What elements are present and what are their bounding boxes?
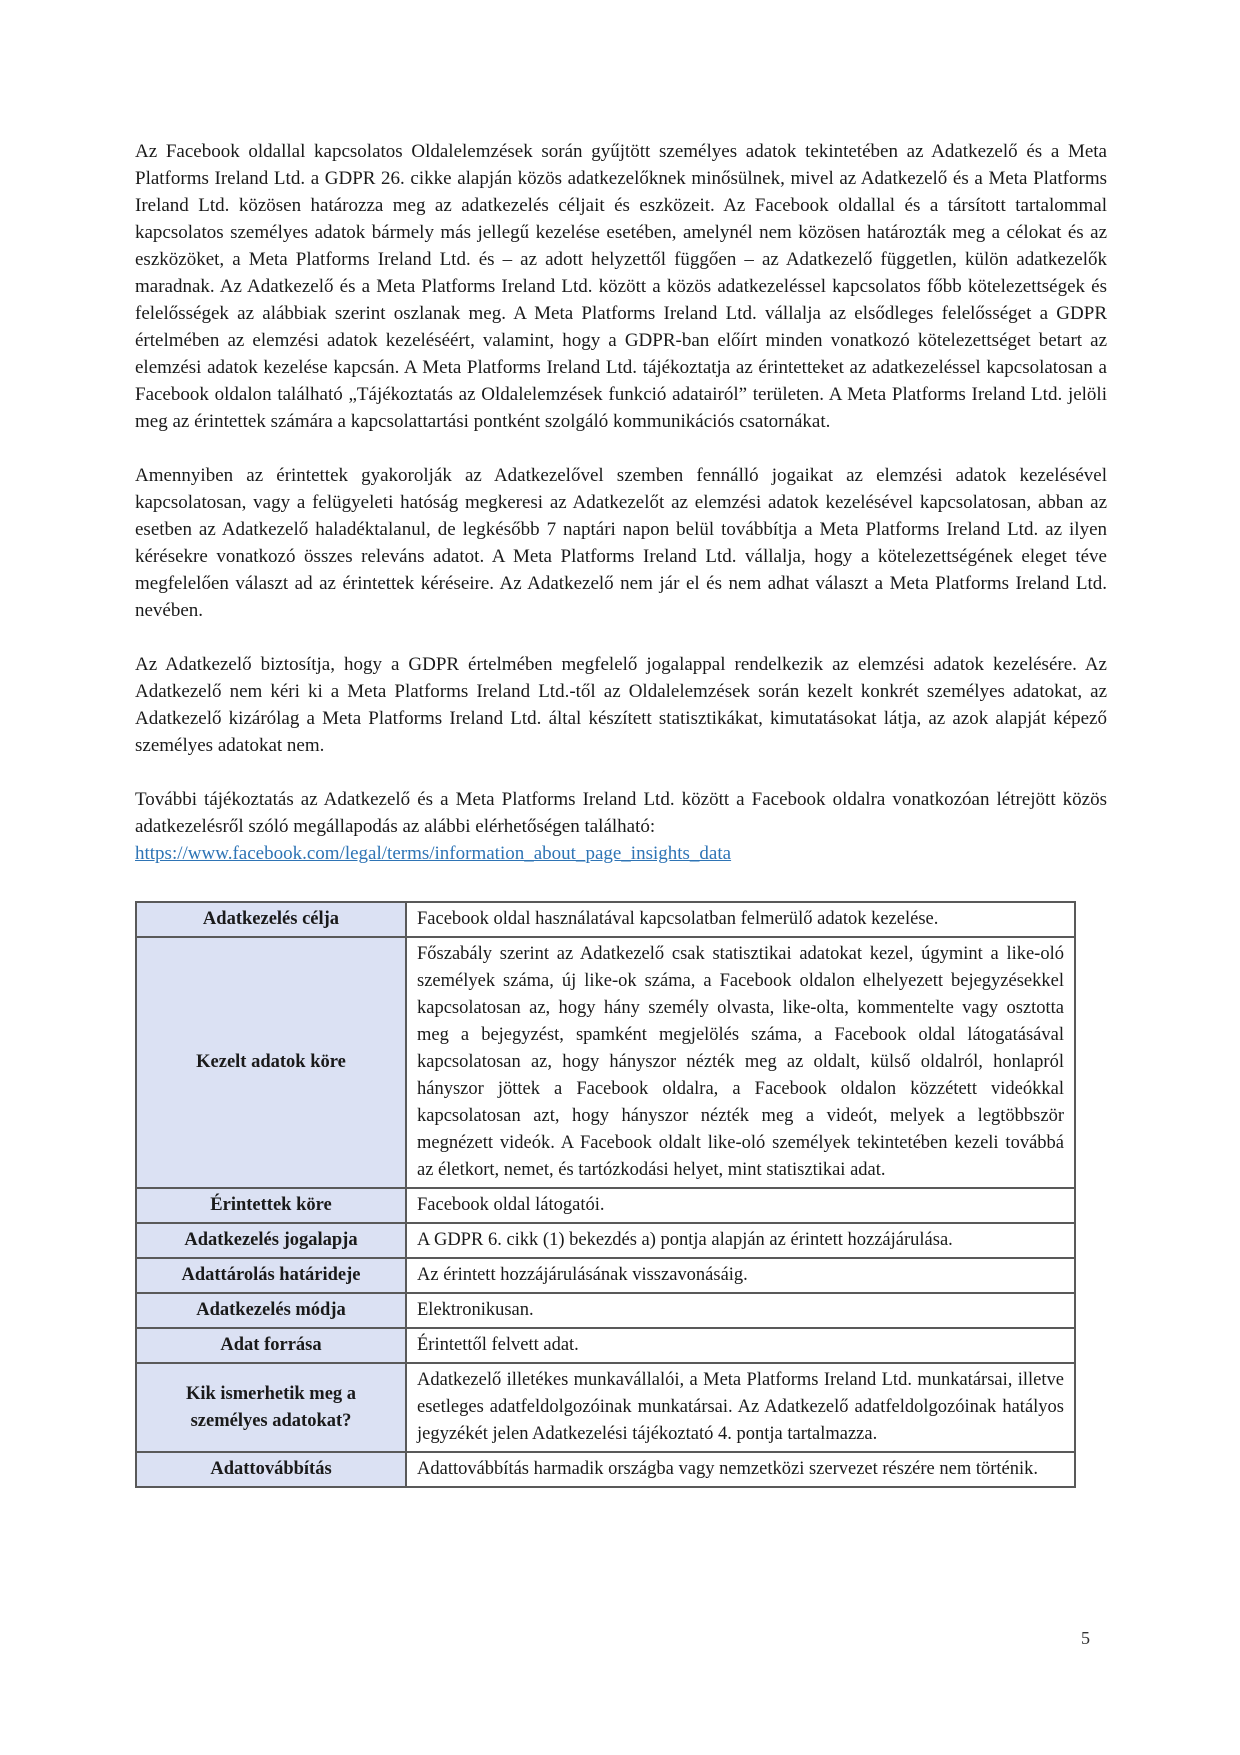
row-value: A GDPR 6. cikk (1) bekezdés a) pontja alapján az érintett hozzájárulása. bbox=[406, 1223, 1075, 1258]
paragraph-data-subject-rights: Amennyiben az érintettek gyakorolják az Adatkezelővel szemben fennálló jogaikat az elemzési adatok kezelésével kapcsolatosan, vagy a felügyeleti hatóság megkeresi az Adatkezelőt az elemzési adatok kezelésével kapcsolatosan, abban az esetben az Adatkezelő haladéktalanul, de legkésőbb 7 naptári napon belül továbbítja a Meta Platforms Ireland Ltd. az ilyen kérésekre vonatkozó összes releváns adatot. A Meta Platforms Ireland Ltd. vállalja, hogy a kötelezettségének eleget téve megfelelően választ ad az érintettek kéréseire. Az Adatkezelő nem jár el és nem adhat választ a Meta Platforms Ireland Ltd. nevében. bbox=[135, 465, 1107, 621]
row-label: Adat forrása bbox=[136, 1328, 406, 1363]
row-label: Kezelt adatok köre bbox=[136, 937, 406, 1188]
paragraph-further-info: További tájékoztatás az Adatkezelő és a Meta Platforms Ireland Ltd. között a Facebook oldalra vonatkozóan létrejött közös adatkezelésről szóló megállapodás az alábbi elérhetőségen található: bbox=[135, 789, 1107, 837]
table-row-data-source bbox=[136, 1328, 1075, 1363]
table-row-legal-basis bbox=[136, 1223, 1075, 1258]
data-processing-table bbox=[135, 901, 1076, 1488]
row-value: Elektronikusan. bbox=[406, 1293, 1075, 1328]
row-value: Facebook oldal használatával kapcsolatban felmerülő adatok kezelése. bbox=[406, 902, 1075, 937]
row-value: Adatkezelő illetékes munkavállalói, a Meta Platforms Ireland Ltd. munkatársai, illetve esetleges adatfeldolgozóinak munkatársai. Az Adatkezelő adatfeldolgozóinak hatályos jegyzékét jelen Adatkezelési tájékoztató 4. pontja tartalmazza. bbox=[406, 1363, 1075, 1452]
row-label: Adatkezelés célja bbox=[136, 902, 406, 937]
row-label: Adattovábbítás bbox=[136, 1452, 406, 1487]
row-label: Adatkezelés jogalapja bbox=[136, 1223, 406, 1258]
page-number: 5 bbox=[1081, 1628, 1090, 1648]
document-content bbox=[135, 138, 1107, 1488]
table-row-purpose bbox=[136, 902, 1075, 937]
row-value: Érintettől felvett adat. bbox=[406, 1328, 1075, 1363]
facebook-page-insights-link[interactable]: https://www.facebook.com/legal/terms/information_about_page_insights_data bbox=[135, 843, 732, 864]
row-value: Főszabály szerint az Adatkezelő csak statisztikai adatokat kezel, úgymint a like-oló személyek száma, új like-ok száma, a Facebook oldalon elhelyezett bejegyzésekkel kapcsolatosan az, hogy hány személy olvasta, like-olta, kommentelte vagy osztotta meg a bejegyzést, spamként megjelölés száma, a Facebook oldal látogatásával kapcsolatosan az, hogy hányszor nézték meg az oldalt, külső oldalról, honlapról hányszor jöttek a Facebook oldalra, a Facebook oldalon közzétett videókkal kapcsolatosan azt, hogy hányszor nézték meg a videót, melyek a legtöbbször megnézett videók. A Facebook oldalt like-oló személyek tekintetében kezeli továbbá az életkort, nemet, és tartózkodási helyet, mint statisztikai adat. bbox=[406, 937, 1075, 1188]
table-row-access bbox=[136, 1363, 1075, 1452]
paragraph-legal-basis: Az Adatkezelő biztosítja, hogy a GDPR értelmében megfelelő jogalappal rendelkezik az elemzési adatok kezelésére. Az Adatkezelő nem kéri ki a Meta Platforms Ireland Ltd.-től az Oldalelemzések során kezelt konkrét személyes adatokat, az Adatkezelő kizárólag a Meta Platforms Ireland Ltd. által készített statisztikákat, kimutatásokat látja, az azok alapját képező személyes adatokat nem. bbox=[135, 654, 1107, 756]
row-value: Adattovábbítás harmadik országba vagy nemzetközi szervezet részére nem történik. bbox=[406, 1452, 1075, 1487]
table-row-data-subjects bbox=[136, 1188, 1075, 1223]
table-row-data-transfer bbox=[136, 1452, 1075, 1487]
row-label: Adattárolás határideje bbox=[136, 1258, 406, 1293]
row-label: Érintettek köre bbox=[136, 1188, 406, 1223]
table-row-processing-method bbox=[136, 1293, 1075, 1328]
table-row-storage-deadline bbox=[136, 1258, 1075, 1293]
paragraph-joint-controllers: Az Facebook oldallal kapcsolatos Oldalelemzések során gyűjtött személyes adatok tekintetében az Adatkezelő és a Meta Platforms Ireland Ltd. a GDPR 26. cikke alapján közös adatkezelőknek minősülnek, mivel az Adatkezelő és a Meta Platforms Ireland Ltd. közösen határozza meg az adatkezelés céljait és eszközeit. Az Facebook oldallal és a társított tartalommal kapcsolatos személyes adatok bármely más jellegű kezelése esetében, amelynél nem közösen határozták meg a célokat és az eszközöket, a Meta Platforms Ireland Ltd. és – az adott helyzettől függően – az Adatkezelő független, külön adatkezelők maradnak. Az Adatkezelő és a Meta Platforms Ireland Ltd. között a közös adatkezeléssel kapcsolatos főbb kötelezettségek és felelősségek az alábbiak szerint oszlanak meg. A Meta Platforms Ireland Ltd. vállalja az elsődleges felelősséget a GDPR értelmében az elemzési adatok kezeléséért, valamint, hogy a GDPR-ban előírt minden vonatkozó kötelezettséget betart az elemzési adatok kezelése kapcsán. A Meta Platforms Ireland Ltd. tájékoztatja az érintetteket az adatkezeléssel kapcsolatosan a Facebook oldalon található „Tájékoztatás az Oldalelemzések funkció adatairól” területen. A Meta Platforms Ireland Ltd. jelöli meg az érintettek számára a kapcsolattartási pontként szolgáló kommunikációs csatornákat. bbox=[135, 141, 1107, 432]
table-row-data-scope bbox=[136, 937, 1075, 1188]
row-value: Az érintett hozzájárulásának visszavonásáig. bbox=[406, 1258, 1075, 1293]
row-label: Adatkezelés módja bbox=[136, 1293, 406, 1328]
row-value: Facebook oldal látogatói. bbox=[406, 1188, 1075, 1223]
row-label: Kik ismerhetik meg a személyes adatokat? bbox=[136, 1363, 406, 1452]
